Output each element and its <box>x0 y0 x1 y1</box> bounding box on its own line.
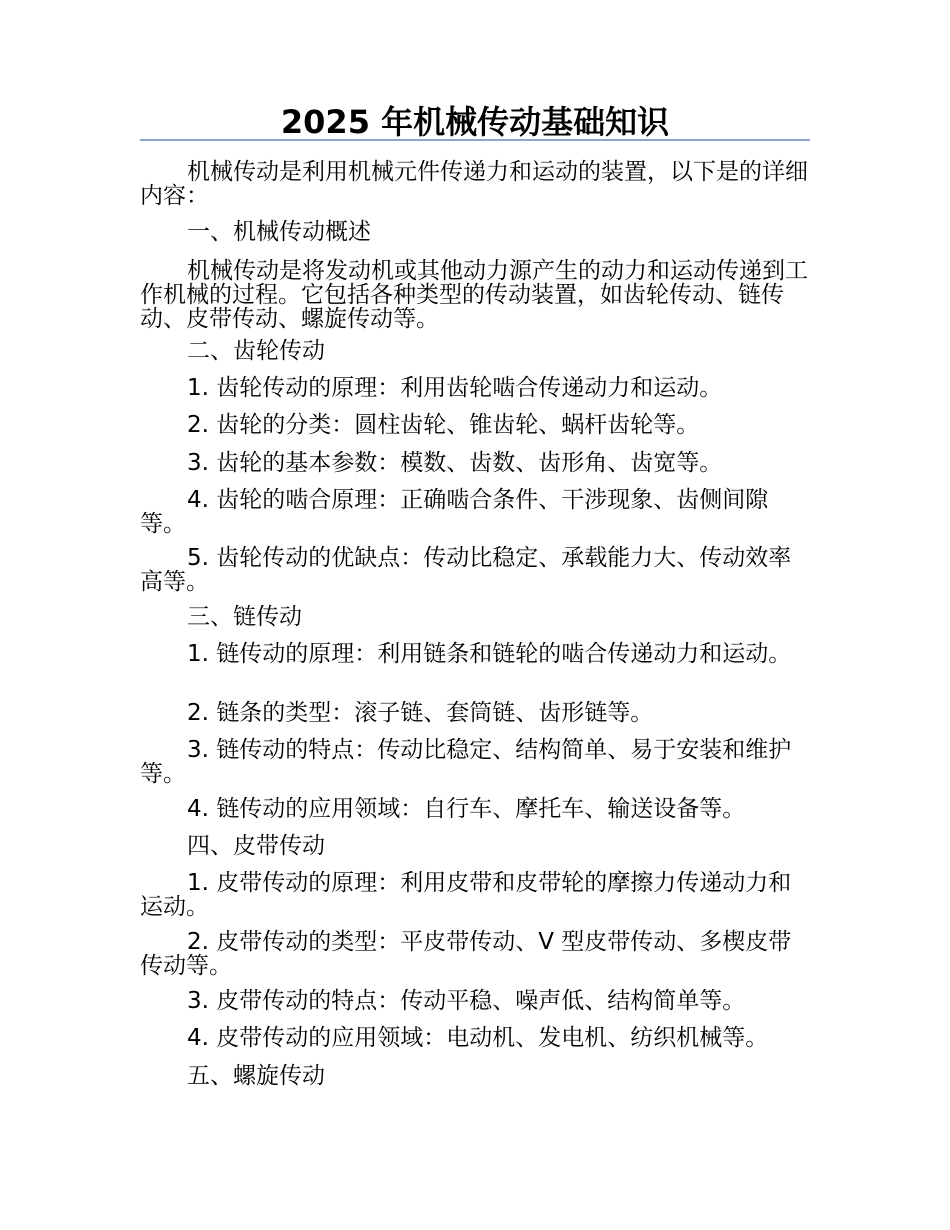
gear-item-4: 4. 齿轮的啮合原理：正确啮合条件、干涉现象、齿侧间隙等。 <box>140 487 769 537</box>
section-heading-belt: 四、皮带传动 <box>187 833 325 859</box>
gear-item-5: 5. 齿轮传动的优缺点：传动比稳定、承载能力大、传动效率高等。 <box>140 545 792 595</box>
title-underline <box>140 139 810 141</box>
chain-item-4: 4. 链传动的应用领域：自行车、摩托车、输送设备等。 <box>187 796 746 822</box>
overview-paragraph: 机械传动是将发动机或其他动力源产生的动力和运动传递到工作机械的过程。它包括各种类型的传动装置，如齿轮传动、链传动、皮带传动、螺旋传动等。 <box>140 258 808 332</box>
section-heading-gear: 二、齿轮传动 <box>187 338 325 364</box>
gear-item-1: 1. 齿轮传动的原理：利用齿轮啮合传递动力和运动。 <box>187 375 723 401</box>
gear-item-2: 2. 齿轮的分类：圆柱齿轮、锥齿轮、蜗杆齿轮等。 <box>187 412 700 438</box>
belt-item-4: 4. 皮带传动的应用领域：电动机、发电机、纺织机械等。 <box>187 1025 769 1051</box>
chain-item-3: 3. 链传动的特点：传动比稳定、结构简单、易于安装和维护等。 <box>140 737 792 787</box>
section-heading-overview: 一、机械传动概述 <box>187 219 371 245</box>
gear-item-3: 3. 齿轮的基本参数：模数、齿数、齿形角、齿宽等。 <box>187 450 723 476</box>
belt-item-3: 3. 皮带传动的特点：传动平稳、噪声低、结构简单等。 <box>187 988 746 1014</box>
intro-paragraph: 机械传动是利用机械元件传递力和运动的装置，以下是的详细内容： <box>140 159 808 209</box>
chain-item-2: 2. 链条的类型：滚子链、套筒链、齿形链等。 <box>187 700 654 726</box>
chain-item-1: 1. 链传动的原理：利用链条和链轮的啮合传递动力和运动。 <box>187 641 792 667</box>
section-heading-chain: 三、链传动 <box>187 604 302 630</box>
section-heading-screw: 五、螺旋传动 <box>187 1063 325 1089</box>
document-title: 2025 年机械传动基础知识 <box>280 103 670 141</box>
belt-item-1: 1. 皮带传动的原理：利用皮带和皮带轮的摩擦力传递动力和运动。 <box>140 870 792 920</box>
belt-item-2: 2. 皮带传动的类型：平皮带传动、V 型皮带传动、多楔皮带传动等。 <box>140 929 792 979</box>
